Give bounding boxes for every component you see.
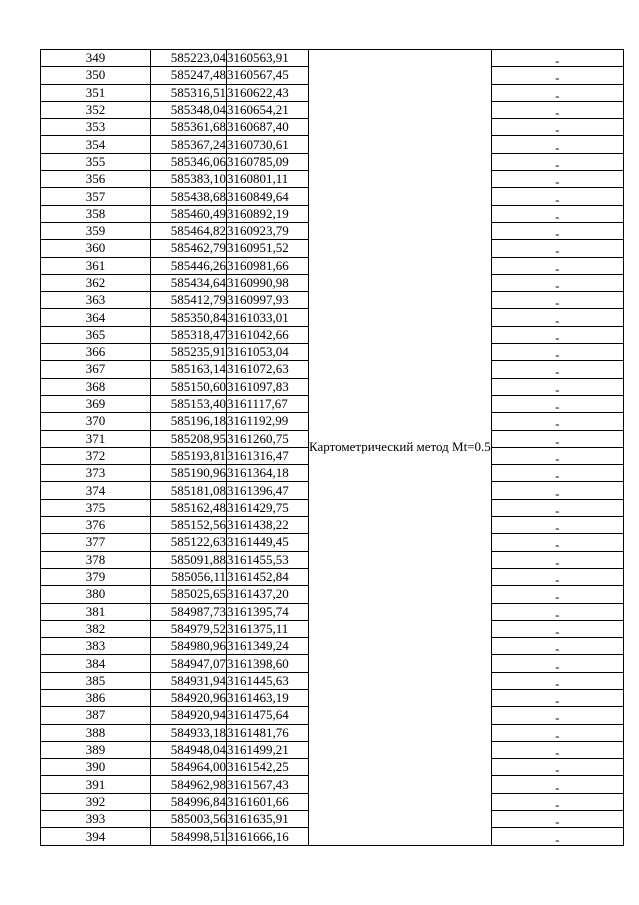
accuracy-cell (491, 344, 623, 361)
x-coordinate-cell: 585460,49 (151, 205, 227, 222)
x-coordinate-cell: 585223,04 (151, 50, 227, 67)
point-number-cell: 352 (41, 101, 151, 118)
point-number-cell: 355 (41, 153, 151, 170)
accuracy-cell (491, 793, 623, 810)
accuracy-value: - (555, 658, 560, 673)
y-coordinate-cell: 3161192,99 (227, 413, 309, 430)
accuracy-cell (491, 413, 623, 430)
accuracy-value: - (555, 745, 560, 759)
y-coordinate-cell: 3161396,47 (227, 482, 309, 499)
x-coordinate-cell: 585348,04 (151, 101, 227, 118)
accuracy-value: - (555, 485, 560, 500)
point-number-cell: 392 (41, 793, 151, 810)
point-number-cell: 350 (41, 67, 151, 84)
accuracy-cell (491, 274, 623, 291)
point-number-cell: 381 (41, 603, 151, 620)
accuracy-cell (491, 655, 623, 672)
accuracy-cell (491, 551, 623, 568)
y-coordinate-cell: 3160730,61 (227, 136, 309, 153)
accuracy-cell (491, 465, 623, 482)
accuracy-value: - (555, 710, 560, 725)
point-number-cell: 351 (41, 84, 151, 101)
y-coordinate-cell: 3161475,64 (227, 707, 309, 724)
x-coordinate-cell: 585434,64 (151, 274, 227, 291)
accuracy-cell (491, 361, 623, 378)
accuracy-value: - (555, 606, 560, 621)
method-cell: Картометрический метод Mt=0.5 (309, 50, 492, 846)
y-coordinate-cell: 3160563,91 (227, 50, 309, 67)
accuracy-value: - (555, 502, 560, 517)
x-coordinate-cell: 585153,40 (151, 395, 227, 412)
point-number-cell: 386 (41, 689, 151, 706)
point-number-cell: 363 (41, 292, 151, 309)
point-number-cell: 380 (41, 586, 151, 603)
y-coordinate-cell: 3161097,83 (227, 378, 309, 395)
x-coordinate-cell: 585190,96 (151, 465, 227, 482)
accuracy-value: - (555, 174, 560, 188)
x-coordinate-cell: 585122,63 (151, 534, 227, 551)
accuracy-cell (491, 759, 623, 776)
accuracy-cell (491, 222, 623, 239)
x-coordinate-cell: 585412,79 (151, 292, 227, 309)
y-coordinate-cell: 3161452,84 (227, 568, 309, 585)
accuracy-value: - (555, 468, 560, 482)
accuracy-value: - (555, 381, 560, 396)
accuracy-cell (491, 430, 623, 447)
point-number-cell: 390 (41, 759, 151, 776)
accuracy-value: - (555, 139, 560, 154)
x-coordinate-cell: 585367,24 (151, 136, 227, 153)
accuracy-value: - (555, 191, 560, 206)
accuracy-cell (491, 101, 623, 118)
y-coordinate-cell: 3161053,04 (227, 344, 309, 361)
x-coordinate-cell: 585383,10 (151, 171, 227, 188)
y-coordinate-cell: 3160951,52 (227, 240, 309, 257)
x-coordinate-cell: 585462,79 (151, 240, 227, 257)
accuracy-cell (491, 188, 623, 205)
y-coordinate-cell: 3161445,63 (227, 672, 309, 689)
y-coordinate-cell: 3161033,01 (227, 309, 309, 326)
point-number-cell: 357 (41, 188, 151, 205)
y-coordinate-cell: 3160654,21 (227, 101, 309, 118)
accuracy-cell (491, 499, 623, 516)
accuracy-value: - (555, 814, 560, 828)
x-coordinate-cell: 584947,07 (151, 655, 227, 672)
accuracy-cell (491, 828, 623, 845)
y-coordinate-cell: 3161429,75 (227, 499, 309, 516)
x-coordinate-cell: 584979,52 (151, 620, 227, 637)
y-coordinate-cell: 3160801,11 (227, 171, 309, 188)
accuracy-value: - (555, 312, 560, 327)
accuracy-value: - (555, 70, 560, 85)
x-coordinate-cell: 584987,73 (151, 603, 227, 620)
point-number-cell: 374 (41, 482, 151, 499)
accuracy-value: - (555, 399, 560, 413)
x-coordinate-cell: 585163,14 (151, 361, 227, 378)
accuracy-value: - (555, 450, 560, 465)
x-coordinate-cell: 585196,18 (151, 413, 227, 430)
point-number-cell: 377 (41, 534, 151, 551)
accuracy-cell (491, 811, 623, 828)
y-coordinate-cell: 3160567,45 (227, 67, 309, 84)
point-number-cell: 359 (41, 222, 151, 239)
point-number-cell: 361 (41, 257, 151, 274)
point-number-cell: 366 (41, 344, 151, 361)
accuracy-cell (491, 672, 623, 689)
accuracy-cell (491, 326, 623, 343)
accuracy-cell (491, 638, 623, 655)
y-coordinate-cell: 3161481,76 (227, 724, 309, 741)
x-coordinate-cell: 584920,94 (151, 707, 227, 724)
point-number-cell: 376 (41, 517, 151, 534)
point-number-cell: 378 (41, 551, 151, 568)
x-coordinate-cell: 585316,51 (151, 84, 227, 101)
point-number-cell: 353 (41, 119, 151, 136)
x-coordinate-cell: 585318,47 (151, 326, 227, 343)
accuracy-cell (491, 378, 623, 395)
table-row (41, 50, 624, 67)
accuracy-cell (491, 568, 623, 585)
accuracy-cell (491, 292, 623, 309)
accuracy-cell (491, 136, 623, 153)
accuracy-value: - (555, 675, 560, 690)
accuracy-cell (491, 153, 623, 170)
y-coordinate-cell: 3161499,21 (227, 741, 309, 758)
x-coordinate-cell: 585181,08 (151, 482, 227, 499)
y-coordinate-cell: 3161542,25 (227, 759, 309, 776)
x-coordinate-cell: 584998,51 (151, 828, 227, 845)
x-coordinate-cell: 585446,26 (151, 257, 227, 274)
accuracy-value: - (555, 87, 560, 102)
y-coordinate-cell: 3161349,24 (227, 638, 309, 655)
accuracy-cell (491, 586, 623, 603)
point-number-cell: 368 (41, 378, 151, 395)
x-coordinate-cell: 585025,65 (151, 586, 227, 603)
accuracy-value: - (555, 278, 560, 292)
accuracy-value: - (555, 779, 560, 794)
accuracy-value: - (555, 762, 560, 776)
x-coordinate-cell: 585208,95 (151, 430, 227, 447)
y-coordinate-cell: 3160687,40 (227, 119, 309, 136)
point-number-cell: 360 (41, 240, 151, 257)
x-coordinate-cell: 585056,11 (151, 568, 227, 585)
accuracy-value: - (555, 623, 560, 638)
x-coordinate-cell: 585438,68 (151, 188, 227, 205)
accuracy-value: - (555, 572, 560, 586)
y-coordinate-cell: 3161449,45 (227, 534, 309, 551)
accuracy-cell (491, 171, 623, 188)
y-coordinate-cell: 3161260,75 (227, 430, 309, 447)
point-number-cell: 384 (41, 655, 151, 672)
accuracy-cell (491, 724, 623, 741)
accuracy-cell (491, 240, 623, 257)
point-number-cell: 362 (41, 274, 151, 291)
y-coordinate-cell: 3161635,91 (227, 811, 309, 828)
x-coordinate-cell: 585350,84 (151, 309, 227, 326)
x-coordinate-cell: 584931,94 (151, 672, 227, 689)
y-coordinate-cell: 3160997,93 (227, 292, 309, 309)
accuracy-value: - (555, 537, 560, 552)
accuracy-cell (491, 603, 623, 620)
accuracy-cell (491, 309, 623, 326)
y-coordinate-cell: 3160981,66 (227, 257, 309, 274)
accuracy-value: - (555, 226, 560, 240)
accuracy-value: - (555, 329, 560, 344)
y-coordinate-cell: 3160990,98 (227, 274, 309, 291)
point-number-cell: 367 (41, 361, 151, 378)
y-coordinate-cell: 3161601,66 (227, 793, 309, 810)
accuracy-value: - (555, 122, 560, 136)
point-number-cell: 370 (41, 413, 151, 430)
x-coordinate-cell: 585464,82 (151, 222, 227, 239)
coordinates-table (40, 49, 624, 846)
x-coordinate-cell: 584964,00 (151, 759, 227, 776)
coordinates-table-body (41, 50, 624, 846)
point-number-cell: 364 (41, 309, 151, 326)
point-number-cell: 369 (41, 395, 151, 412)
point-number-cell: 382 (41, 620, 151, 637)
accuracy-value: - (555, 156, 560, 171)
accuracy-value: - (555, 208, 560, 223)
accuracy-value: - (555, 260, 560, 275)
x-coordinate-cell: 585346,06 (151, 153, 227, 170)
y-coordinate-cell: 3160622,43 (227, 84, 309, 101)
accuracy-value: - (555, 693, 560, 707)
accuracy-value: - (555, 831, 560, 846)
y-coordinate-cell: 3161455,53 (227, 551, 309, 568)
accuracy-cell (491, 776, 623, 793)
accuracy-value: - (555, 243, 560, 258)
point-number-cell: 371 (41, 430, 151, 447)
y-coordinate-cell: 3161567,43 (227, 776, 309, 793)
point-number-cell: 394 (41, 828, 151, 845)
accuracy-value: - (555, 53, 560, 67)
x-coordinate-cell: 584980,96 (151, 638, 227, 655)
x-coordinate-cell: 585361,68 (151, 119, 227, 136)
y-coordinate-cell: 3161117,67 (227, 395, 309, 412)
y-coordinate-cell: 3161437,20 (227, 586, 309, 603)
y-coordinate-cell: 3161375,11 (227, 620, 309, 637)
point-number-cell: 383 (41, 638, 151, 655)
accuracy-value: - (555, 433, 560, 448)
y-coordinate-cell: 3161072,63 (227, 361, 309, 378)
y-coordinate-cell: 3161364,18 (227, 465, 309, 482)
y-coordinate-cell: 3161042,66 (227, 326, 309, 343)
accuracy-cell (491, 620, 623, 637)
y-coordinate-cell: 3161395,74 (227, 603, 309, 620)
point-number-cell: 356 (41, 171, 151, 188)
y-coordinate-cell: 3160923,79 (227, 222, 309, 239)
x-coordinate-cell: 585162,48 (151, 499, 227, 516)
point-number-cell: 391 (41, 776, 151, 793)
accuracy-value: - (555, 589, 560, 603)
x-coordinate-cell: 585091,88 (151, 551, 227, 568)
x-coordinate-cell: 585152,56 (151, 517, 227, 534)
x-coordinate-cell: 584996,84 (151, 793, 227, 810)
accuracy-value: - (555, 105, 560, 119)
accuracy-cell (491, 50, 623, 67)
point-number-cell: 393 (41, 811, 151, 828)
point-number-cell: 372 (41, 447, 151, 464)
point-number-cell: 349 (41, 50, 151, 67)
x-coordinate-cell: 585235,91 (151, 344, 227, 361)
y-coordinate-cell: 3161463,19 (227, 689, 309, 706)
accuracy-cell (491, 689, 623, 706)
point-number-cell: 365 (41, 326, 151, 343)
y-coordinate-cell: 3160785,09 (227, 153, 309, 170)
point-number-cell: 373 (41, 465, 151, 482)
y-coordinate-cell: 3160849,64 (227, 188, 309, 205)
x-coordinate-cell: 584920,96 (151, 689, 227, 706)
accuracy-cell (491, 395, 623, 412)
accuracy-cell (491, 67, 623, 84)
x-coordinate-cell: 585150,60 (151, 378, 227, 395)
point-number-cell: 354 (41, 136, 151, 153)
accuracy-value: - (555, 364, 560, 379)
x-coordinate-cell: 585193,81 (151, 447, 227, 464)
accuracy-cell (491, 205, 623, 222)
accuracy-value: - (555, 641, 560, 655)
x-coordinate-cell: 585003,56 (151, 811, 227, 828)
point-number-cell: 379 (41, 568, 151, 585)
point-number-cell: 385 (41, 672, 151, 689)
accuracy-value: - (555, 554, 560, 569)
x-coordinate-cell: 585247,48 (151, 67, 227, 84)
accuracy-cell (491, 534, 623, 551)
accuracy-value: - (555, 295, 560, 309)
accuracy-value: - (555, 347, 560, 361)
y-coordinate-cell: 3161398,60 (227, 655, 309, 672)
accuracy-cell (491, 84, 623, 101)
accuracy-cell (491, 517, 623, 534)
accuracy-cell (491, 741, 623, 758)
x-coordinate-cell: 584933,18 (151, 724, 227, 741)
point-number-cell: 358 (41, 205, 151, 222)
accuracy-value: - (555, 796, 560, 811)
accuracy-cell (491, 447, 623, 464)
point-number-cell: 375 (41, 499, 151, 516)
accuracy-value: - (555, 727, 560, 742)
accuracy-cell (491, 482, 623, 499)
x-coordinate-cell: 584962,98 (151, 776, 227, 793)
y-coordinate-cell: 3161666,16 (227, 828, 309, 845)
y-coordinate-cell: 3160892,19 (227, 205, 309, 222)
accuracy-value: - (555, 520, 560, 534)
accuracy-cell (491, 257, 623, 274)
accuracy-cell (491, 119, 623, 136)
accuracy-value: - (555, 416, 560, 431)
point-number-cell: 388 (41, 724, 151, 741)
y-coordinate-cell: 3161438,22 (227, 517, 309, 534)
x-coordinate-cell: 584948,04 (151, 741, 227, 758)
y-coordinate-cell: 3161316,47 (227, 447, 309, 464)
point-number-cell: 387 (41, 707, 151, 724)
accuracy-cell (491, 707, 623, 724)
point-number-cell: 389 (41, 741, 151, 758)
